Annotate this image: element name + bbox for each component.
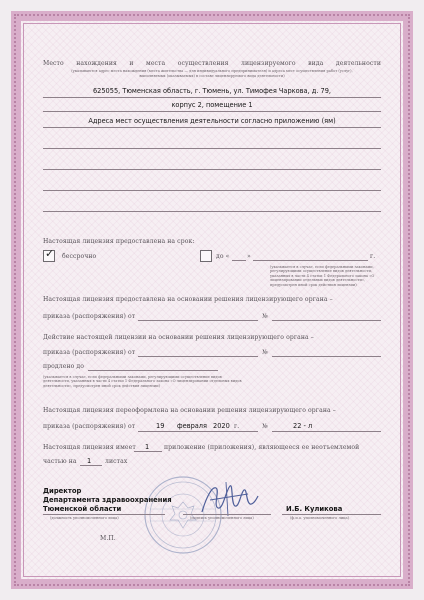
address-underline-2	[43, 111, 381, 112]
unlimited-checkbox	[43, 247, 55, 262]
extended-until-label: продлено до	[43, 363, 85, 370]
until-label: до «	[216, 253, 230, 260]
signatory-title-2: Департамента здравоохранения	[43, 496, 172, 504]
basis-order-label: приказа (распоряжения)	[43, 313, 126, 320]
name-line	[282, 514, 381, 515]
reissue-month: февраля	[177, 422, 207, 430]
unlimited-label: бессрочно	[62, 253, 97, 260]
reissue-year-suffix: г.	[234, 423, 240, 430]
reissue-day: 19	[156, 422, 165, 430]
signature-note: (подпись уполномоченного лица)	[190, 516, 254, 520]
basis-from: от	[128, 313, 136, 320]
appendix-count: 1	[145, 443, 150, 451]
basis-date-line	[138, 320, 258, 321]
signature-line	[183, 514, 271, 515]
stamp-place: М.П.	[100, 535, 116, 542]
name-note: (ф.и.о. уполномоченного лица)	[290, 516, 349, 520]
extension-date-line	[138, 356, 258, 357]
address-line-2: корпус 2, помещение 1	[171, 101, 253, 109]
signatory-name: И.Б. Куликова	[286, 505, 343, 513]
appendix-has-label: Настоящая лицензия имеет	[43, 444, 136, 451]
reissue-number-sign: №	[262, 423, 268, 430]
basis-number-sign: №	[262, 313, 268, 320]
reissue-label: Настоящая лицензия переоформлена на основании решения лицензирующего органа –	[43, 407, 336, 414]
address-underline-1	[43, 97, 381, 98]
extension-number-line	[272, 356, 381, 357]
location-note-1: (указываются адрес места нахождения (места жительства — для индивидуального предпринимателя) и адреса мест осуществления работ (услуг),	[71, 69, 353, 73]
blank-line-1	[43, 148, 381, 149]
check-mark-icon: ✓	[45, 247, 55, 260]
position-line	[43, 514, 165, 515]
extension-order-label: приказа (распоряжения)	[43, 349, 126, 356]
appendix-sheets-label: листах	[105, 458, 128, 465]
appendix-sheets-line	[80, 465, 102, 466]
appendix-count-line	[134, 451, 162, 452]
appendix-sheets-count: 1	[87, 457, 92, 465]
until-quote-close: »	[247, 253, 251, 260]
blank-line-4	[43, 211, 381, 212]
signatory-title-1: Директор	[43, 487, 82, 495]
reissue-date-line	[138, 431, 258, 432]
address-underline-3	[43, 127, 381, 128]
address-line-1: 625055, Тюменская область, г. Тюмень, ул. Тимофея Чаркова, д. 79,	[92, 87, 332, 95]
basis-number-line	[272, 320, 381, 321]
extension-number-sign: №	[262, 349, 268, 356]
extension-from: от	[128, 349, 136, 356]
until-note: (указывается в случае, если федеральными законами, регулирующими осуществление видов деятельности, указанных в части 4 статьи 1 Федерального закона «О лицензировании отдельных видов деятельности», предусмотрен иной срок действия лицензии)	[270, 265, 375, 287]
reissue-from: от	[128, 423, 136, 430]
blank-line-3	[43, 190, 381, 191]
reissue-number-line	[272, 431, 381, 432]
location-heading: Место нахождения и места осуществления лицензируемого вида деятельности	[43, 60, 381, 67]
until-date-line	[253, 260, 368, 261]
until-day-line	[232, 260, 246, 261]
basis-label: Настоящая лицензия предоставлена на основании решения лицензирующего органа –	[43, 296, 333, 303]
appendix-part-of: частью на	[43, 458, 77, 465]
location-note-2: выполняемых (оказываемых) в составе лицензируемого вида деятельности)	[139, 74, 285, 78]
blank-line-2	[43, 169, 381, 170]
term-label: Настоящая лицензия предоставлена на срок:	[43, 238, 195, 245]
position-note: (должность уполномоченного лица)	[50, 516, 119, 520]
until-checkbox	[200, 250, 212, 262]
reissue-order-label: приказа (распоряжения)	[43, 423, 126, 430]
extension-note: (указывается в случае, если федеральными законами, регулирующими осуществление видов деятельности, указанных в части 4 статьи 1 Федерального закона «О лицензировании отдельных видов деятельности», предусмотрен иной срок действия лицензии)	[43, 375, 242, 388]
signatory-title-3: Тюменской области	[43, 505, 122, 513]
address-line-3: Адреса мест осуществления деятельности согласно приложению (ям)	[88, 117, 336, 125]
extended-until-line	[88, 370, 218, 371]
appendix-text: приложение (приложения), являющееся ее неотъемлемой	[164, 444, 360, 451]
reissue-year: 2020	[213, 422, 230, 430]
extension-label: Действие настоящей лицензии на основании решения лицензирующего органа –	[43, 334, 314, 341]
reissue-number: 22 - л	[293, 422, 313, 430]
until-year-suffix: г.	[370, 253, 376, 260]
